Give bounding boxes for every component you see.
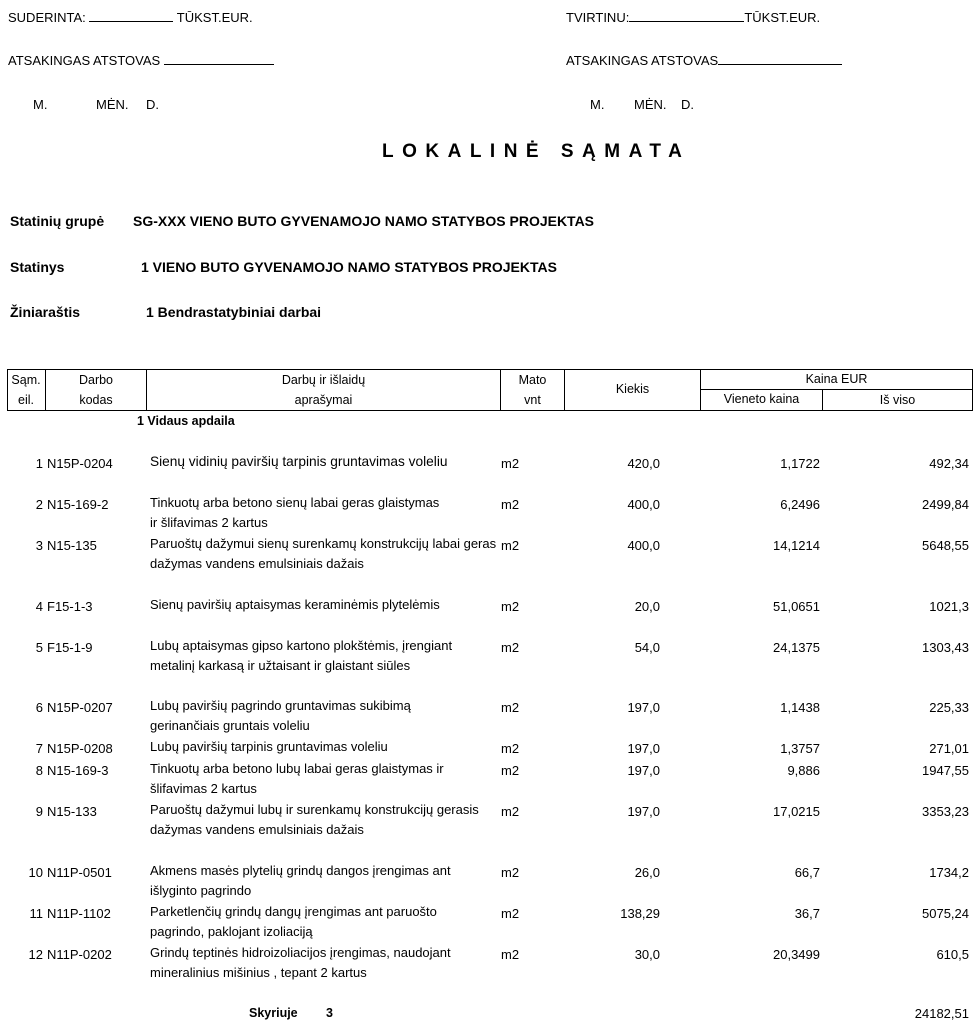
- row-unit: m2: [501, 947, 520, 962]
- row-unit-price: 51,0651: [773, 599, 820, 614]
- row-unit-price: 24,1375: [773, 640, 820, 655]
- row-code: N15P-0208: [47, 741, 113, 756]
- row-unit-price: 36,7: [794, 906, 820, 921]
- th-desc-2: aprašymai: [294, 393, 353, 407]
- row-unit: m2: [501, 741, 520, 756]
- row-no: 11: [29, 906, 43, 921]
- row-no: 9: [35, 804, 43, 819]
- row-total: 492,34: [929, 456, 969, 471]
- left-rep-line: [8, 53, 274, 68]
- summary-label: Skyriuje: [249, 1006, 298, 1020]
- row-code: N15-169-2: [47, 497, 109, 512]
- group-value: SG-XXX VIENO BUTO GYVENAMOJO NAMO STATYBOS PROJEKTAS: [133, 213, 595, 229]
- row-unit-price: 9,886: [787, 763, 820, 778]
- row-no: 1: [35, 456, 43, 471]
- row-total: 1734,2: [929, 865, 969, 880]
- row-desc: Lubų aptaisymas gipso kartono plokštėmis, įrengiant metalinį karkasą ir užtaisant ir glaistant siūles: [150, 638, 453, 673]
- row-unit: m2: [501, 906, 520, 921]
- left-date-men: MĖN.: [96, 97, 129, 112]
- row-qty: 138,29: [620, 906, 660, 921]
- row-total: 1303,43: [922, 640, 969, 655]
- left-rep-blank: [164, 53, 274, 65]
- row-no: 10: [28, 865, 43, 880]
- row-code: N11P-0202: [47, 947, 112, 962]
- th-qty: Kiekis: [615, 382, 650, 396]
- row-qty: 26,0: [634, 865, 660, 880]
- row-total: 5075,24: [922, 906, 969, 921]
- right-date-m: M.: [590, 97, 605, 112]
- left-rep-label: ATSAKINGAS ATSTOVAS: [8, 53, 161, 68]
- th-price: Kaina EUR: [805, 372, 868, 386]
- row-unit: m2: [501, 763, 520, 778]
- right-date-men: MĖN.: [634, 97, 667, 112]
- row-qty: 400,0: [627, 538, 660, 553]
- approve-unit: TŪKST.EUR.: [744, 10, 821, 25]
- row-code: N11P-1102: [47, 906, 111, 921]
- row-unit: m2: [501, 700, 520, 715]
- row-total: 1947,55: [922, 763, 969, 778]
- row-unit: m2: [501, 640, 520, 655]
- left-date-d: D.: [146, 97, 159, 112]
- row-code: F15-1-9: [47, 640, 93, 655]
- row-total: 610,5: [936, 947, 969, 962]
- sheet-label: Žiniaraštis: [10, 304, 81, 320]
- summary-count: 3: [326, 1006, 333, 1020]
- row-unit-price: 14,1214: [773, 538, 820, 553]
- right-rep-line: [566, 53, 842, 68]
- row-desc: Sienų vidinių paviršių tarpinis gruntavimas voleliu: [150, 454, 448, 469]
- row-qty: 197,0: [627, 741, 660, 756]
- approve-line: [566, 10, 820, 25]
- th-desc-1: Darbų ir išlaidų: [281, 373, 366, 387]
- row-code: N15P-0207: [47, 700, 113, 715]
- row-no: 8: [35, 763, 43, 778]
- row-desc: Grindų teptinės hidroizoliacijos įrengimas, naudojant mineralinius mišinius , tepant 2 kartus: [150, 945, 451, 980]
- approve-blank: [629, 10, 744, 22]
- th-no-1: Sąm.: [11, 373, 41, 387]
- row-unit-price: 1,3757: [780, 741, 820, 756]
- row-desc: Paruoštų dažymui sienų surenkamų konstrukcijų labai geras dažymas vandens emulsiniais dažais: [150, 536, 497, 571]
- agree-blank: [89, 10, 173, 22]
- row-unit: m2: [501, 599, 520, 614]
- row-desc: Lubų paviršių tarpinis gruntavimas voleliu: [150, 739, 388, 754]
- right-date-d: D.: [681, 97, 694, 112]
- th-unit-price: Vieneto kaina: [723, 392, 800, 406]
- agree-line: [8, 10, 253, 25]
- row-qty: 20,0: [634, 599, 660, 614]
- row-total: 1021,3: [929, 599, 969, 614]
- row-unit-price: 20,3499: [773, 947, 820, 962]
- row-qty: 30,0: [634, 947, 660, 962]
- th-code-2: kodas: [79, 393, 113, 407]
- building-label: Statinys: [10, 259, 65, 275]
- document-title: LOKALINĖ SĄMATA: [382, 141, 691, 162]
- row-no: 4: [35, 599, 43, 614]
- th-total: Iš viso: [879, 393, 916, 407]
- row-code: N15-169-3: [47, 763, 109, 778]
- row-unit: m2: [501, 497, 520, 512]
- row-unit-price: 1,1722: [780, 456, 820, 471]
- building-value: 1 VIENO BUTO GYVENAMOJO NAMO STATYBOS PROJEKTAS: [141, 259, 557, 275]
- row-qty: 197,0: [627, 700, 660, 715]
- row-desc: Sienų paviršių aptaisymas keraminėmis plytelėmis: [150, 597, 440, 612]
- row-code: N11P-0501: [47, 865, 112, 880]
- row-no: 7: [35, 741, 43, 756]
- row-total: 271,01: [929, 741, 969, 756]
- row-unit-price: 66,7: [794, 865, 820, 880]
- row-unit: m2: [501, 804, 520, 819]
- row-qty: 420,0: [627, 456, 660, 471]
- right-rep-blank: [718, 53, 842, 65]
- row-code: F15-1-3: [47, 599, 93, 614]
- group-label: Statinių grupė: [10, 213, 105, 229]
- right-rep-label: ATSAKINGAS ATSTOVAS: [566, 53, 719, 68]
- row-total: 3353,23: [922, 804, 969, 819]
- approve-label: TVIRTINU:: [566, 10, 630, 25]
- row-total: 2499,84: [922, 497, 969, 512]
- row-unit-price: 17,0215: [773, 804, 820, 819]
- row-no: 5: [35, 640, 43, 655]
- row-unit-price: 1,1438: [780, 700, 820, 715]
- row-unit: m2: [501, 538, 520, 553]
- row-code: N15-135: [47, 538, 97, 553]
- left-date-m: M.: [33, 97, 48, 112]
- row-no: 12: [28, 947, 43, 962]
- sheet-value: 1 Bendrastatybiniai darbai: [146, 304, 322, 320]
- row-unit: m2: [501, 456, 520, 471]
- row-code: N15-133: [47, 804, 97, 819]
- agree-label: SUDERINTA:: [8, 10, 86, 25]
- row-desc: Paruoštų dažymui lubų ir surenkamų konstrukcijų gerasis dažymas vandens emulsiniais dažais: [150, 802, 479, 837]
- agree-unit: TŪKST.EUR.: [176, 10, 253, 25]
- row-no: 6: [35, 700, 43, 715]
- th-unit-1: Mato: [518, 373, 547, 387]
- row-no: 3: [35, 538, 43, 553]
- row-unit-price: 6,2496: [780, 497, 820, 512]
- summary-total: 24182,51: [914, 1006, 969, 1021]
- row-code: N15P-0204: [47, 456, 113, 471]
- row-unit: m2: [501, 865, 520, 880]
- th-unit-2: vnt: [524, 393, 541, 407]
- section-title: 1 Vidaus apdaila: [137, 414, 235, 428]
- row-no: 2: [35, 497, 43, 512]
- row-total: 5648,55: [922, 538, 969, 553]
- row-qty: 197,0: [627, 763, 660, 778]
- row-qty: 400,0: [627, 497, 660, 512]
- row-qty: 54,0: [634, 640, 660, 655]
- row-desc: Tinkuotų arba betono lubų labai geras glaistymas ir šlifavimas 2 kartus: [150, 761, 444, 796]
- row-desc: Parketlenčių grindų dangų įrengimas ant paruošto pagrindo, paklojant izoliaciją: [150, 904, 437, 939]
- th-no-2: eil.: [18, 393, 34, 407]
- row-desc: Tinkuotų arba betono sienų labai geras glaistymas ir šlifavimas 2 kartus: [150, 495, 440, 530]
- row-total: 225,33: [929, 700, 969, 715]
- th-code-1: Darbo: [78, 373, 114, 387]
- row-desc: Akmens masės plytelių grindų dangos įrengimas ant išlyginto pagrindo: [150, 863, 451, 898]
- row-desc: Lubų paviršių pagrindo gruntavimas sukibimą gerinančiais gruntais voleliu: [150, 698, 411, 733]
- row-qty: 197,0: [627, 804, 660, 819]
